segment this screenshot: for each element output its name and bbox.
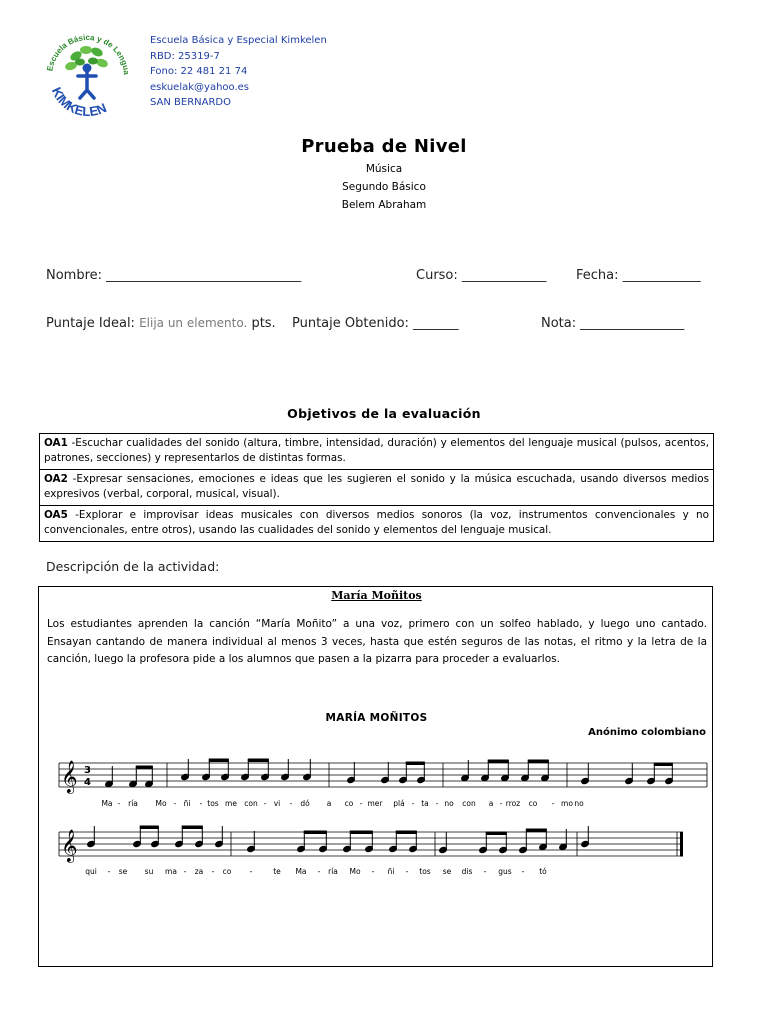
school-rbd: RBD: 25319-7 [150, 50, 220, 62]
lyric-syllable: Ma [101, 799, 113, 808]
note-beam [488, 760, 508, 763]
activity-title: María Moñitos [331, 589, 422, 602]
objective-row [40, 470, 714, 506]
activity-description: Los estudiantes aprenden la canción “María Moñito” a una voz, primero con un solfeo hablado, y luego uno cantado. Ensayan cantando de manera individual al menos 3 veces, hasta que estén seguros de las notas, el ritmo y la letra de la canción, luego la profesora pide a los alumnos que pasen a la pizarra para proceder a evaluarlos. [47, 618, 707, 665]
note-beam [182, 826, 202, 829]
school-logo [40, 24, 136, 116]
note-beam [406, 762, 424, 765]
tree-logo-icon [40, 24, 136, 116]
objective-row [40, 434, 714, 470]
note-beam [486, 832, 506, 835]
lyric-syllable: no [574, 799, 584, 808]
lyric-syllable: dó [300, 799, 310, 808]
lyric-syllable: tos [419, 867, 431, 876]
lyric-syllable: a [326, 799, 332, 808]
music-staff-1 [39, 737, 714, 803]
treble-clef-icon: 𝄞 [61, 760, 78, 793]
ideal-score-dropdown[interactable]: Elija un elemento. [139, 316, 248, 330]
lyric-syllable: co [528, 799, 538, 808]
song-author: Anónimo colombiano [588, 727, 706, 738]
grade-field[interactable]: Nota: ________________ [541, 316, 685, 331]
lyric-syllable: con [462, 799, 476, 808]
note-beam [396, 831, 416, 834]
objective-row [40, 506, 714, 542]
school-phone: Fono: 22 481 21 74 [150, 66, 248, 77]
note-beam [209, 759, 228, 762]
objective-text: -Explorar e improvisar ideas musicales con diversos medios sonoros (la voz, instrumentos convencionales y no convencionales, entre otros), usando las cualidades del sonido y elementos del lenguaje musical. [44, 509, 709, 536]
course-field[interactable]: Curso: _____________ [416, 268, 547, 283]
lyric-syllable: ría [328, 867, 338, 876]
objective-text: -Expresar sensaciones, emociones e ideas que les sugieren el sonido y la música escuchada, usando diversos medios expresivos (verbal, corporal, musical, visual). [44, 473, 709, 500]
page-title: Prueba de Nivel [301, 136, 467, 157]
lyric-syllable: - [199, 799, 203, 808]
lyric-syllable: - [249, 867, 253, 876]
ideal-score-field [46, 316, 276, 331]
subject-subtitle: Música [365, 163, 403, 175]
lyric-syllable: za [194, 867, 204, 876]
lyric-syllable: Ma [295, 867, 307, 876]
note-beam [248, 759, 268, 762]
lyric-syllable: - [521, 867, 525, 876]
lyric-syllable: ma [165, 867, 177, 876]
lyric-syllable: ñi [183, 799, 191, 808]
lyric-syllable: mo [561, 799, 573, 808]
objective-code: OA1 [44, 437, 68, 449]
lyric-syllable: - [359, 799, 363, 808]
lyric-syllable: dis [461, 867, 473, 876]
lyric-syllable: ta [421, 799, 429, 808]
note-beam [304, 831, 326, 834]
ideal-score-label: Puntaje Ideal: [46, 316, 135, 331]
lyric-syllable: ñi [387, 867, 395, 876]
lyric-syllable: se [442, 867, 452, 876]
svg-text:KIMKELEN [49, 85, 109, 116]
school-name: Escuela Básica y Especial Kimkelen [150, 35, 327, 46]
objectives-table [39, 433, 714, 542]
lyric-syllable: - [551, 799, 555, 808]
school-info [150, 33, 327, 111]
lyrics-line-2 [39, 863, 714, 881]
lyric-syllable: - [173, 799, 177, 808]
lyric-syllable: su [144, 867, 154, 876]
lyric-syllable: - [371, 867, 375, 876]
lyric-syllable: - [117, 799, 121, 808]
note-beam [526, 829, 546, 832]
objective-text: -Escuchar cualidades del sonido (altura, timbre, intensidad, duración) y elementos del lenguaje musical (pulsos, acentos, patrones, secciones) y representarlos de distintas formas. [44, 437, 709, 464]
time-sig-top: 3 [84, 765, 91, 776]
song-title: MARÍA MOÑITOS [325, 712, 428, 724]
lyric-syllable: - [499, 799, 503, 808]
lyric-syllable: - [107, 867, 111, 876]
lyric-syllable: - [211, 867, 215, 876]
lyric-syllable: Mo [349, 867, 361, 876]
lyric-syllable: rroz [505, 799, 521, 808]
logo-name-text: KIMKELEN [48, 84, 109, 116]
lyric-syllable: co [222, 867, 232, 876]
lyric-syllable: qui [85, 867, 97, 876]
logo-arc-text: Escuela Básica y de Lengua [45, 32, 132, 76]
lyric-syllable: vi [273, 799, 281, 808]
lyric-syllable: - [317, 867, 321, 876]
note-beam [654, 763, 672, 766]
lyric-syllable: te [273, 867, 281, 876]
lyric-syllable: tó [539, 867, 547, 876]
school-city: SAN BERNARDO [150, 97, 232, 108]
objectives-heading: Objetivos de la evaluación [287, 406, 481, 421]
activity-box [38, 586, 713, 967]
lyric-syllable: - [483, 867, 487, 876]
lyric-syllable: - [289, 799, 293, 808]
lyric-syllable: gus [498, 867, 512, 876]
time-sig-bottom: 4 [84, 777, 91, 788]
lyric-syllable: tos [207, 799, 219, 808]
lyric-syllable: Mo [155, 799, 167, 808]
lyric-syllable: con [244, 799, 258, 808]
note-beam [350, 831, 372, 834]
lyrics-line-1 [39, 795, 714, 813]
name-field[interactable]: Nombre: ______________________________ [46, 268, 302, 283]
activity-label: Descripción de la actividad: [46, 559, 220, 574]
lyric-syllable: - [405, 867, 409, 876]
lyric-syllable: se [118, 867, 128, 876]
note-beam [136, 766, 152, 769]
lyric-syllable: - [183, 867, 187, 876]
objective-code: OA2 [44, 473, 68, 485]
lyric-syllable: no [444, 799, 454, 808]
ideal-score-unit: pts. [251, 316, 276, 331]
lyric-syllable: - [435, 799, 439, 808]
note-beam [528, 760, 548, 763]
treble-clef-icon-2: 𝄞 [61, 829, 78, 862]
school-email: eskuelak@yahoo.es [150, 81, 250, 93]
lyric-syllable: mer [367, 799, 383, 808]
lyric-syllable: a [488, 799, 494, 808]
lyric-syllable: plá [393, 799, 405, 808]
lyric-syllable: co [344, 799, 354, 808]
lyric-syllable: - [411, 799, 415, 808]
lyric-syllable: ría [128, 799, 138, 808]
obtained-score-field[interactable]: Puntaje Obtenido: _______ [292, 316, 459, 331]
grade-subtitle: Segundo Básico [342, 181, 426, 193]
lyric-syllable: - [263, 799, 267, 808]
teacher-subtitle: Belem Abraham [341, 199, 427, 211]
date-field[interactable]: Fecha: ____________ [576, 268, 701, 283]
note-beam [140, 826, 158, 829]
lyric-syllable: me [225, 799, 237, 808]
objective-code: OA5 [44, 509, 68, 521]
